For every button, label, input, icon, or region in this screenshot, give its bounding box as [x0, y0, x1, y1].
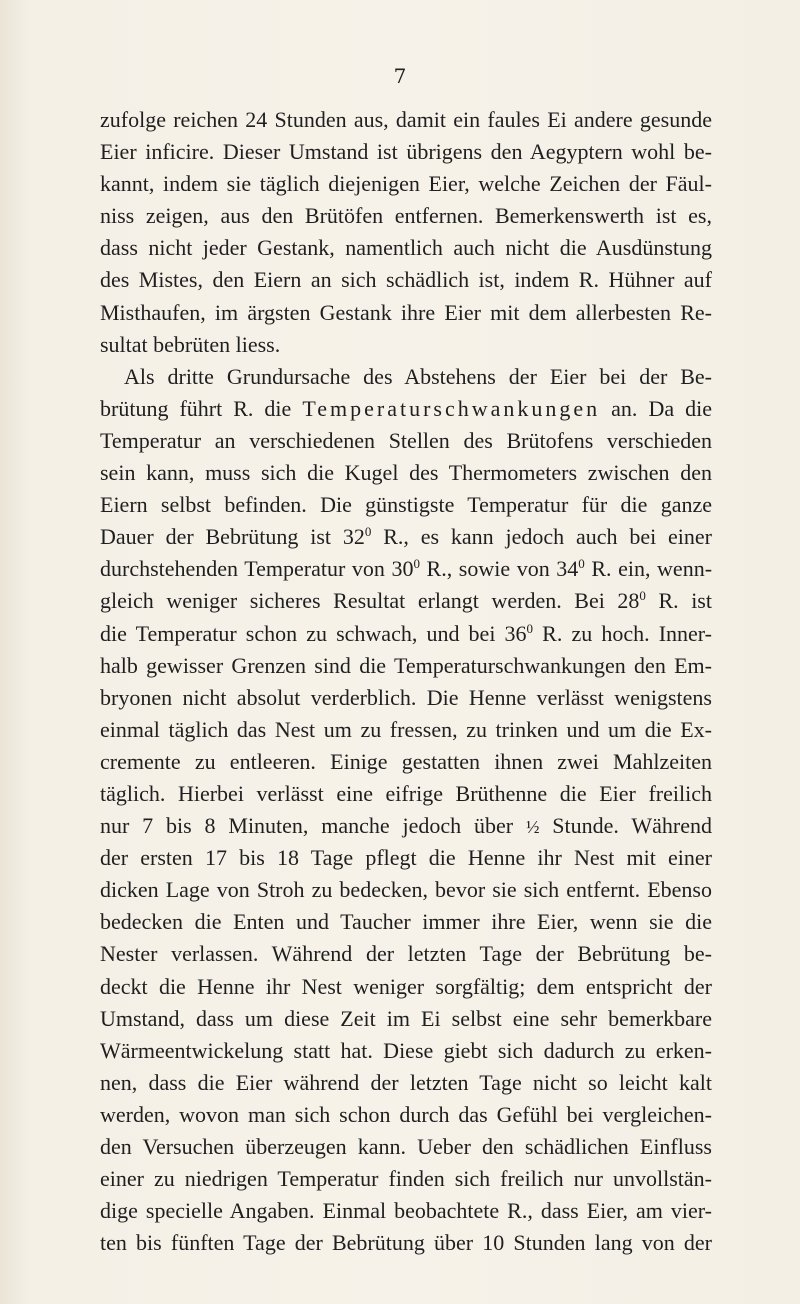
- text-line: deckt die Henne ihr Nest weniger sorgfältig; dem entspricht der: [100, 973, 712, 999]
- degree-mark: 0: [526, 620, 534, 636]
- text-line: bedecken die Enten und Taucher immer ihre Eier, wenn sie die: [100, 909, 712, 935]
- text-span: die Temperatur schon zu schwach, und bei 36: [100, 620, 527, 646]
- text-line: Temperatur an verschiedenen Stellen des Brütofens verschieden: [100, 427, 712, 453]
- text-span: R. ist: [645, 588, 712, 614]
- text-span: R. zu hoch. Inner-: [533, 620, 712, 646]
- text-line: des Mistes, den Eiern an sich schädlich ist, indem R. Hühner auf: [100, 267, 712, 293]
- text-line: cremente zu entleeren. Einige gestatten ihnen zwei Mahlzeiten: [100, 748, 712, 774]
- text-span: Stunde. Während: [539, 813, 712, 839]
- text-line: täglich. Hierbei verlässt eine eifrige Brüthenne die Eier freilich: [100, 780, 712, 806]
- text-line: dige specielle Angaben. Einmal beobachtete R., dass Eier, am vier-: [100, 1198, 712, 1224]
- text-line: niss zeigen, aus den Brütöfen entfernen. Bemerkenswerth ist es,: [100, 203, 712, 229]
- text-line: [100, 553, 712, 585]
- text-line: einer zu niedrigen Temperatur finden sich freilich nur unvollstän-: [100, 1166, 712, 1192]
- paragraph-end-line: sultat bebrüten liess.: [100, 331, 281, 357]
- text-line: bryonen nicht absolut verderblich. Die Henne verlässt wenigstens: [100, 684, 712, 710]
- text-line: nen, dass die Eier während der letzten Tage nicht so leicht kalt: [100, 1069, 712, 1095]
- text-line: Umstand, dass um diese Zeit im Ei selbst eine sehr bemerkbare: [100, 1005, 712, 1031]
- text-line: [100, 521, 712, 553]
- text-line: sein kann, muss sich die Kugel des Thermometers zwischen den: [100, 460, 712, 486]
- fraction: ½: [525, 817, 540, 838]
- body-text: [100, 104, 712, 1259]
- text-span: durchstehenden Temperatur von 30: [100, 556, 414, 582]
- text-span: gleich weniger sicheres Resultat erlangt werden. Bei 28: [100, 588, 640, 614]
- text-line: Misthaufen, im ärgsten Gestank ihre Eier mit dem allerbesten Re-: [100, 299, 712, 325]
- text-line: Wärmeentwickelung statt hat. Diese giebt sich dadurch zu erken-: [100, 1037, 712, 1063]
- degree-mark: 0: [639, 588, 646, 604]
- text-span: an. Da die: [600, 395, 712, 421]
- text-line: ten bis fünften Tage der Bebrütung über 10 Stunden lang von der: [100, 1230, 712, 1256]
- page-number: 7: [393, 64, 407, 88]
- text-line: halb gewisser Grenzen sind die Temperaturschwankungen den Em-: [100, 652, 712, 678]
- text-line: [100, 810, 712, 842]
- text-line: kannt, indem sie täglich diejenigen Eier, welche Zeichen der Fäul-: [100, 171, 712, 197]
- text-line: einmal täglich das Nest um zu fressen, zu trinken und um die Ex-: [100, 716, 712, 742]
- text-line: Eier inficire. Dieser Umstand ist übrigens den Aegyptern wohl be-: [100, 139, 712, 165]
- paragraph-start-line: Als dritte Grundursache des Abstehens der Eier bei der Be-: [124, 363, 712, 389]
- degree-mark: 0: [364, 524, 372, 540]
- text-line: dass nicht jeder Gestank, namentlich auch nicht die Ausdünstung: [100, 235, 712, 261]
- text-line: [100, 393, 712, 425]
- text-line: Nester verlassen. Während der letzten Tage der Bebrütung be-: [100, 941, 712, 967]
- text-span: brütung führt R. die: [100, 395, 303, 421]
- text-line: dicken Lage von Stroh zu bedecken, bevor sie sich entfernt. Ebenso: [100, 877, 712, 903]
- text-line: Eiern selbst befinden. Die günstigste Temperatur für die ganze: [100, 492, 712, 518]
- text-line: [100, 585, 712, 617]
- text-span: R., sowie von 34: [419, 556, 579, 582]
- text-line: werden, wovon man sich schon durch das Gefühl bei vergleichen-: [100, 1101, 712, 1127]
- text-line: den Versuchen überzeugen kann. Ueber den schädlichen Einfluss: [100, 1134, 712, 1159]
- text-line: zufolge reichen 24 Stunden aus, damit ein faules Ei andere gesunde: [100, 107, 712, 132]
- spaced-emphasis: Temperaturschwankungen: [302, 395, 601, 421]
- text-span: R. ein, wenn-: [584, 556, 713, 582]
- degree-mark: 0: [413, 556, 420, 572]
- text-line: der ersten 17 bis 18 Tage pflegt die Henne ihr Nest mit einer: [100, 845, 712, 871]
- text-span: nur 7 bis 8 Minuten, manche jedoch über: [100, 813, 526, 839]
- text-line: [100, 618, 712, 650]
- degree-mark: 0: [578, 556, 585, 572]
- text-span: R., es kann jedoch auch bei einer: [371, 524, 713, 550]
- text-span: Dauer der Bebrütung ist 32: [100, 524, 365, 550]
